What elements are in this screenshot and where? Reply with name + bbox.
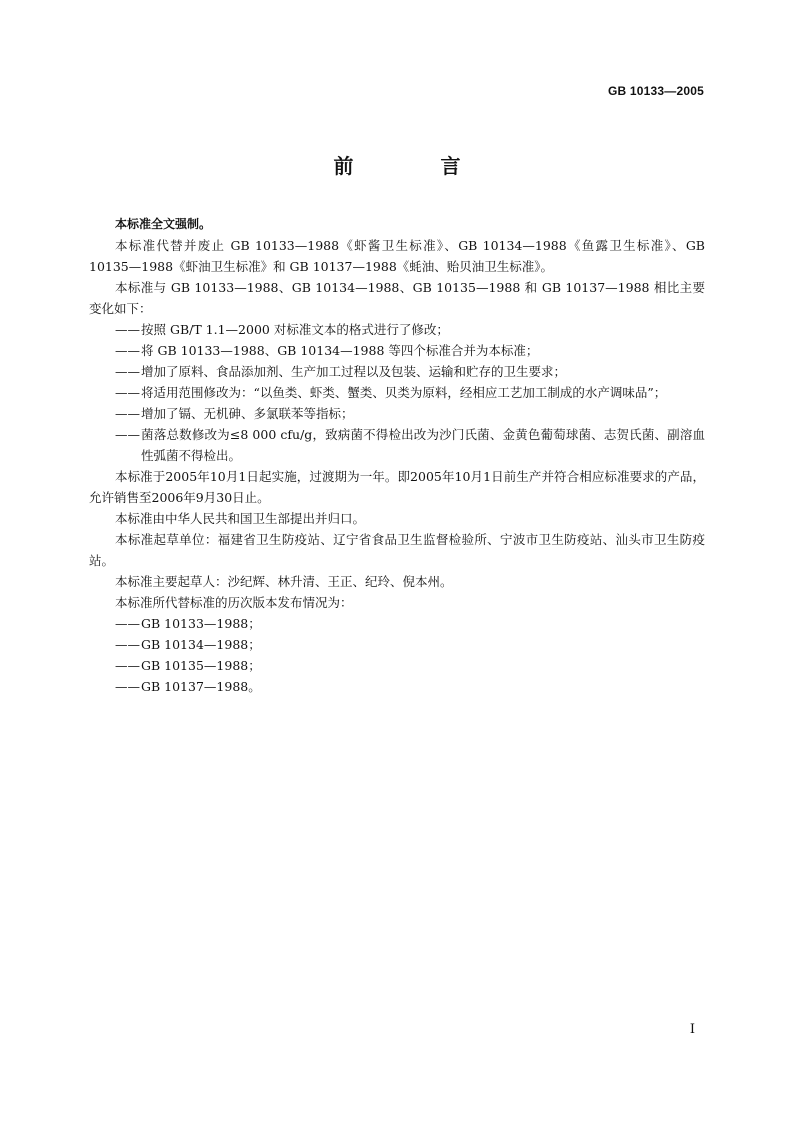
dash-mark: —— [115, 385, 140, 400]
dash-mark: —— [115, 658, 140, 673]
dash-mark: —— [115, 343, 140, 358]
dash-mark: —— [115, 679, 140, 694]
history-item-text: GB 10134—1988； [141, 637, 261, 652]
change-item [89, 319, 705, 340]
drafting-units: 本标准起草单位：福建省卫生防疫站、辽宁省食品卫生监督检验所、宁波市卫生防疫站、汕头市卫生防疫站。 [89, 532, 705, 568]
history-item [89, 634, 705, 655]
history-item [89, 613, 705, 634]
history-item-text: GB 10137—1988。 [141, 679, 261, 694]
change-item-text: 按照 GB/T 1.1—2000 对标准文本的格式进行了修改； [141, 322, 449, 337]
history-item-text: GB 10135—1988； [141, 658, 261, 673]
history-intro: 本标准所代替标准的历次版本发布情况为： [115, 595, 353, 610]
replacement-statement: 本标准代替并废止 GB 10133—1988《虾酱卫生标准》、GB 10134—1988《鱼露卫生标准》、GB 10135—1988《虾油卫生标准》和 GB 10137—1988《蚝油、贻贝油卫生标准》。 [89, 238, 705, 274]
change-item-text: 将 GB 10133—1988、GB 10134—1988 等四个标准合并为本标准； [141, 343, 539, 358]
page-number: I [689, 1022, 695, 1037]
change-item [89, 403, 705, 424]
dash-mark: —— [115, 406, 140, 421]
dash-mark: —— [115, 427, 140, 442]
change-item-text: 将适用范围修改为：“以鱼类、虾类、蟹类、贝类为原料，经相应工艺加工制成的水产调味品”； [141, 385, 667, 400]
history-item [89, 655, 705, 676]
dash-mark: —— [115, 322, 140, 337]
proposer-statement: 本标准由中华人民共和国卫生部提出并归口。 [115, 511, 366, 526]
drafters: 本标准主要起草人：沙纪辉、林升清、王正、纪玲、倪本州。 [115, 574, 453, 589]
history-item [89, 676, 705, 697]
dash-mark: —— [115, 616, 140, 631]
change-item-text: 菌落总数修改为≤8 000 cfu/g，致病菌不得检出改为沙门氏菌、金黄色葡萄球菌、志贺氏菌、副溶血性弧菌不得检出。 [141, 427, 705, 463]
change-item [89, 361, 705, 382]
history-item-text: GB 10133—1988； [141, 616, 261, 631]
page-title: 前 言 [333, 154, 501, 178]
change-item [89, 382, 705, 403]
implementation-date: 本标准于2005年10月1日起实施，过渡期为一年。即2005年10月1日前生产并符合相应标准要求的产品，允许销售至2006年9月30日止。 [89, 469, 705, 505]
change-item [89, 424, 705, 466]
mandatory-statement: 本标准全文强制。 [115, 217, 212, 231]
dash-mark: —— [115, 637, 140, 652]
dash-mark: —— [115, 364, 140, 379]
standard-code: GB 10133—2005 [608, 84, 704, 98]
change-item [89, 340, 705, 361]
document-body [89, 214, 705, 697]
change-item-text: 增加了镉、无机砷、多氯联苯等指标； [141, 406, 354, 421]
change-item-text: 增加了原料、食品添加剂、生产加工过程以及包装、运输和贮存的卫生要求； [141, 364, 567, 379]
changes-intro: 本标准与 GB 10133—1988、GB 10134—1988、GB 10135—1988 和 GB 10137—1988 相比主要变化如下： [89, 280, 705, 316]
